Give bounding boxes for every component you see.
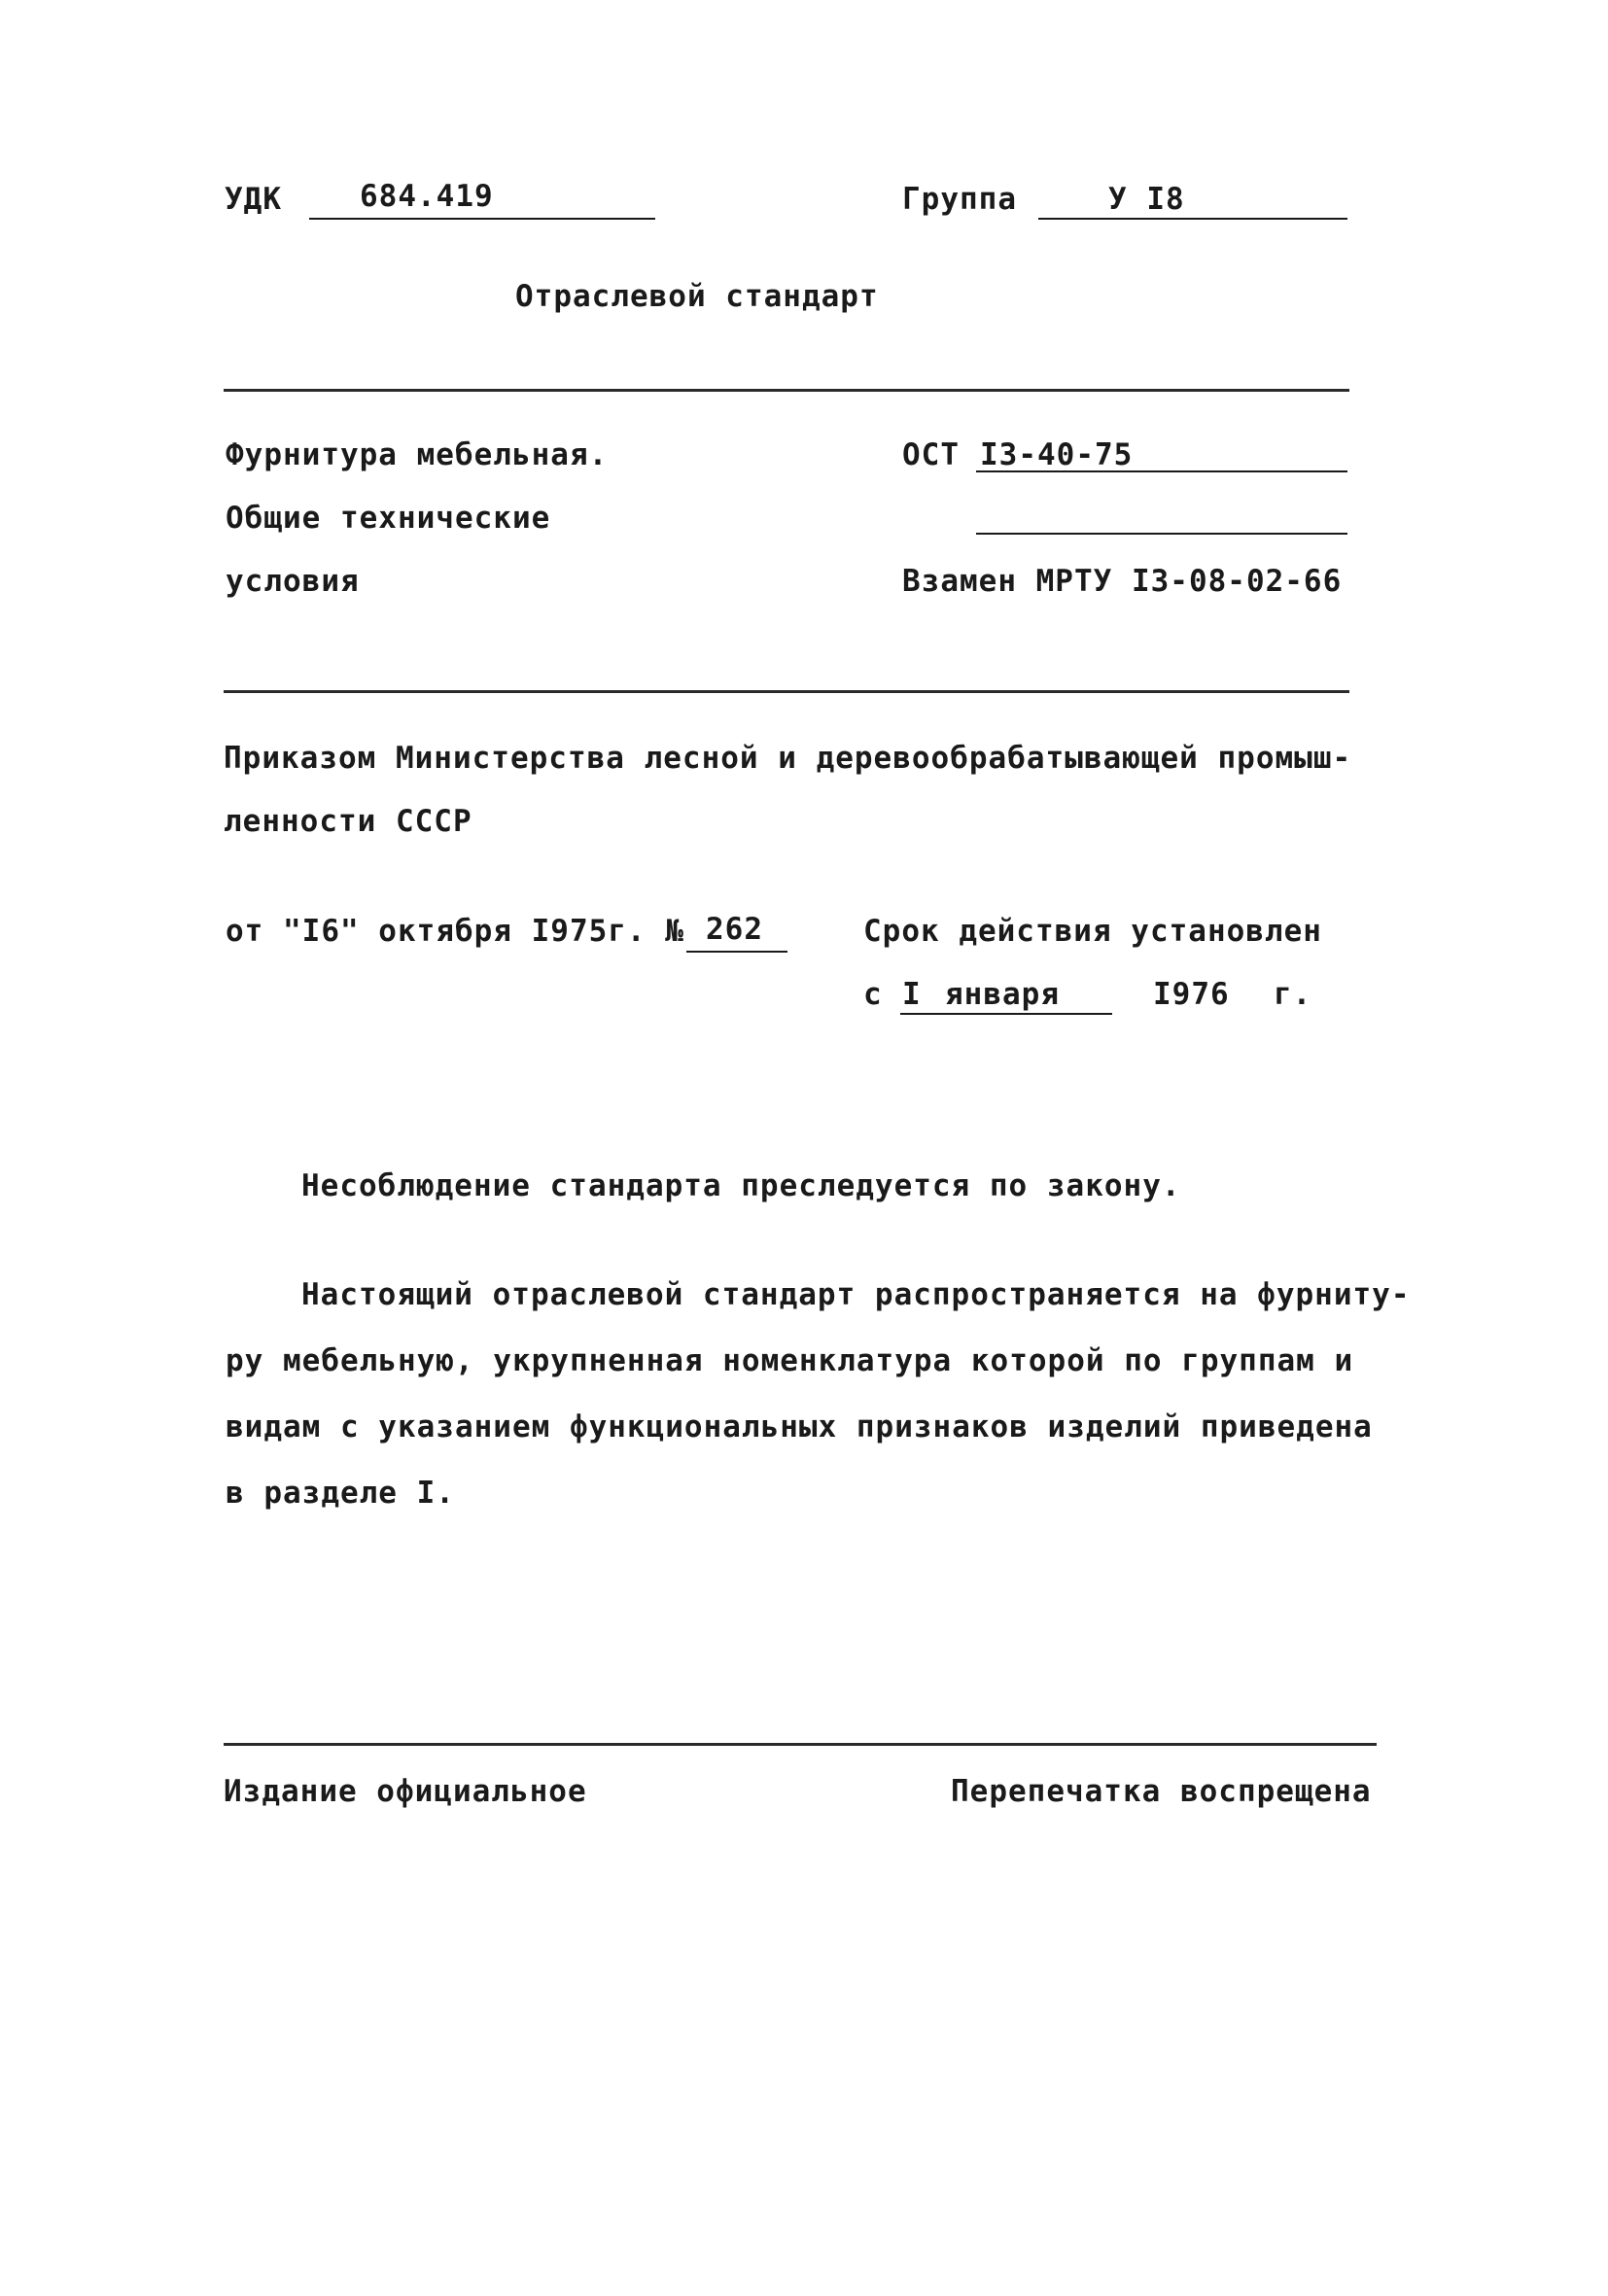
order-line-1: Приказом Министерства лесной и деревообрабатывающей промыш- [224,741,1352,776]
udk-label: УДК [225,182,282,217]
ost-second-line [976,533,1347,535]
term-label: Срок действия установлен [863,914,1322,949]
order-number: 262 [706,912,763,947]
term-year-suffix: г. [1274,977,1312,1012]
udk-underline [309,218,655,220]
divider-top [224,389,1349,392]
scope-line-2: ру мебельную, укрупненная номенклатура которой по группам и [226,1343,1354,1378]
term-day: I [902,977,922,1012]
term-month: января [945,977,1060,1012]
title-line-2: Общие технические [226,501,551,536]
order-line-2: ленности СССР [224,804,472,839]
order-date: от "I6" октября I975г. № [226,914,684,949]
udk-value: 684.419 [360,179,494,214]
title-line-3: условия [226,564,360,599]
footer-left: Издание официальное [224,1774,587,1809]
term-from: с [863,977,883,1012]
group-label: Группа [902,182,1017,217]
divider-middle [224,690,1349,693]
standard-type: Отраслевой стандарт [515,279,879,314]
scope-line-4: в разделе I. [226,1476,455,1511]
ost-underline [976,470,1347,472]
replaces-text: Взамен МРТУ I3-08-02-66 [902,564,1343,599]
group-underline [1038,218,1347,220]
term-date-underline [900,1013,1112,1015]
scope-line-3: видам с указанием функциональных признаков изделий приведена [226,1409,1373,1444]
ost-label: ОСТ [902,437,960,472]
group-value: У I8 [1108,182,1185,217]
divider-footer [224,1743,1377,1746]
scope-line-1: Настоящий отраслевой стандарт распространяется на фурниту- [301,1277,1411,1312]
ost-number: I3-40-75 [980,437,1134,472]
warning-text: Несоблюдение стандарта преследуется по закону. [301,1168,1181,1203]
title-line-1: Фурнитура мебельная. [226,437,609,472]
term-year: I976 [1153,977,1230,1012]
order-number-underline [686,951,787,953]
footer-right: Перепечатка воспрещена [951,1774,1372,1809]
